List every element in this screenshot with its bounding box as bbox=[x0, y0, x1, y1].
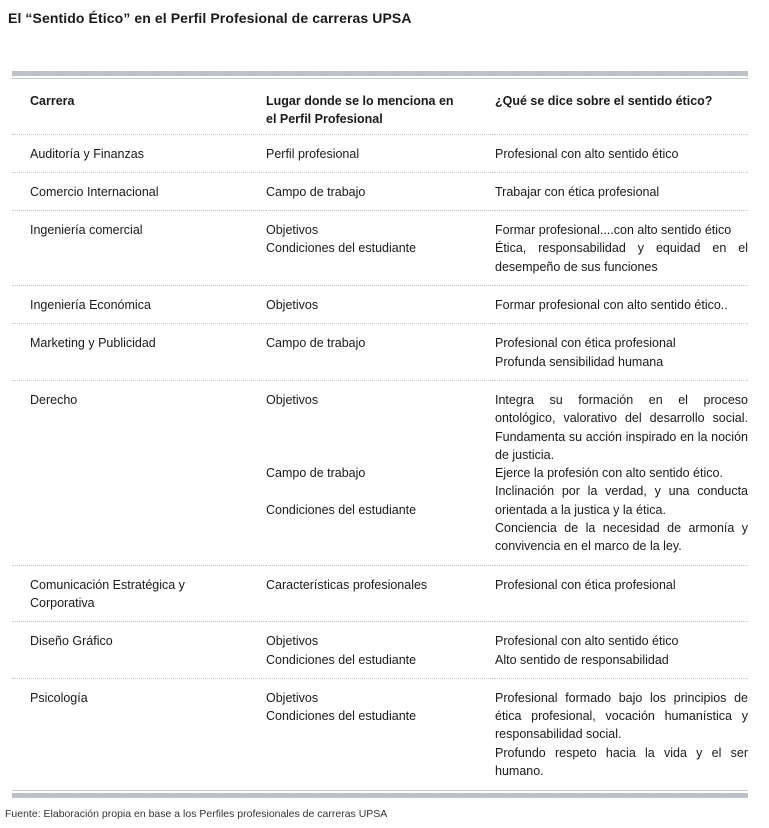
cell-carrera: Derecho bbox=[12, 380, 266, 565]
cell-carrera: Marketing y Publicidad bbox=[12, 324, 266, 381]
cell-que: Profesional con ética profesional bbox=[495, 565, 748, 622]
cell-lugar: Campo de trabajo bbox=[266, 172, 495, 210]
cell-que: Profesional con ética profesional Profunda sensibilidad humana bbox=[495, 324, 748, 381]
ethics-table bbox=[12, 79, 748, 810]
cell-que: Profesional con alto sentido ético bbox=[495, 134, 748, 172]
cell-lugar: Objetivos Campo de trabajo Condiciones del estudiante bbox=[266, 380, 495, 565]
cell-que: Profesional formado bajo los principios de ética profesional, vocación humanística y responsabilidad social. Profundo respeto hacia la vida y el ser humano. bbox=[495, 690, 748, 779]
cell-que: Formar profesional....con alto sentido ético Ética, responsabilidad y equidad en el desempeño de sus funciones bbox=[495, 211, 748, 286]
table-title: El “Sentido Ético” en el Perfil Profesional de carreras UPSA bbox=[8, 10, 412, 26]
cell-lugar: Campo de trabajo bbox=[266, 324, 495, 381]
cell-que: Integra su formación en el proceso ontológico, valorativo del desarrollo social. Fundamenta su acción inspirado en la noción de justicia. Ejerce la profesión con alto sentido ético. Inclinación por la verdad, y una conducta orientada a la justica y la ética. Conciencia de la necesidad de armonía y convivencia en el marco de la ley. bbox=[495, 380, 748, 565]
cell-lugar: Características profesionales bbox=[266, 565, 495, 622]
cell-lugar: Perfil profesional bbox=[266, 134, 495, 172]
table-row bbox=[12, 565, 748, 622]
ethics-table-container bbox=[12, 71, 748, 810]
cell-que: Formar profesional con alto sentido ético.. bbox=[495, 286, 748, 324]
cell-que: Trabajar con ética profesional bbox=[495, 172, 748, 210]
table-row bbox=[12, 286, 748, 324]
cell-lugar: Objetivos Condiciones del estudiante bbox=[266, 622, 495, 679]
cell-lugar: Objetivos Condiciones del estudiante bbox=[266, 690, 417, 724]
table-row bbox=[12, 324, 748, 381]
source-note: Fuente: Elaboración propia en base a los Perfiles profesionales de carreras UPSA bbox=[5, 808, 388, 820]
table-row bbox=[12, 380, 748, 565]
header-que: ¿Qué se dice sobre el sentido ético? bbox=[495, 79, 748, 134]
cell-carrera: Ingeniería comercial bbox=[12, 211, 266, 286]
cell-lugar: Objetivos bbox=[266, 286, 495, 324]
table-row bbox=[12, 622, 748, 679]
table-row bbox=[12, 172, 748, 210]
bottom-rule bbox=[12, 790, 748, 798]
cell-carrera: Ingeniería Económica bbox=[12, 286, 266, 324]
table-row bbox=[12, 134, 748, 172]
cell-carrera: Psicología bbox=[30, 690, 88, 705]
cell-carrera: Comunicación Estratégica y Corporativa bbox=[12, 565, 266, 622]
table-row bbox=[12, 211, 748, 286]
cell-carrera: Diseño Gráfico bbox=[12, 622, 266, 679]
cell-carrera: Comercio Internacional bbox=[12, 172, 266, 210]
header-lugar: Lugar donde se lo menciona en el Perfil Profesional bbox=[266, 79, 495, 134]
cell-carrera: Auditoría y Finanzas bbox=[12, 134, 266, 172]
cell-que: Profesional con alto sentido ético Alto sentido de responsabilidad bbox=[495, 622, 748, 679]
header-carrera: Carrera bbox=[12, 79, 266, 134]
cell-lugar: Objetivos Condiciones del estudiante bbox=[266, 211, 495, 286]
table-header-row bbox=[12, 79, 748, 134]
